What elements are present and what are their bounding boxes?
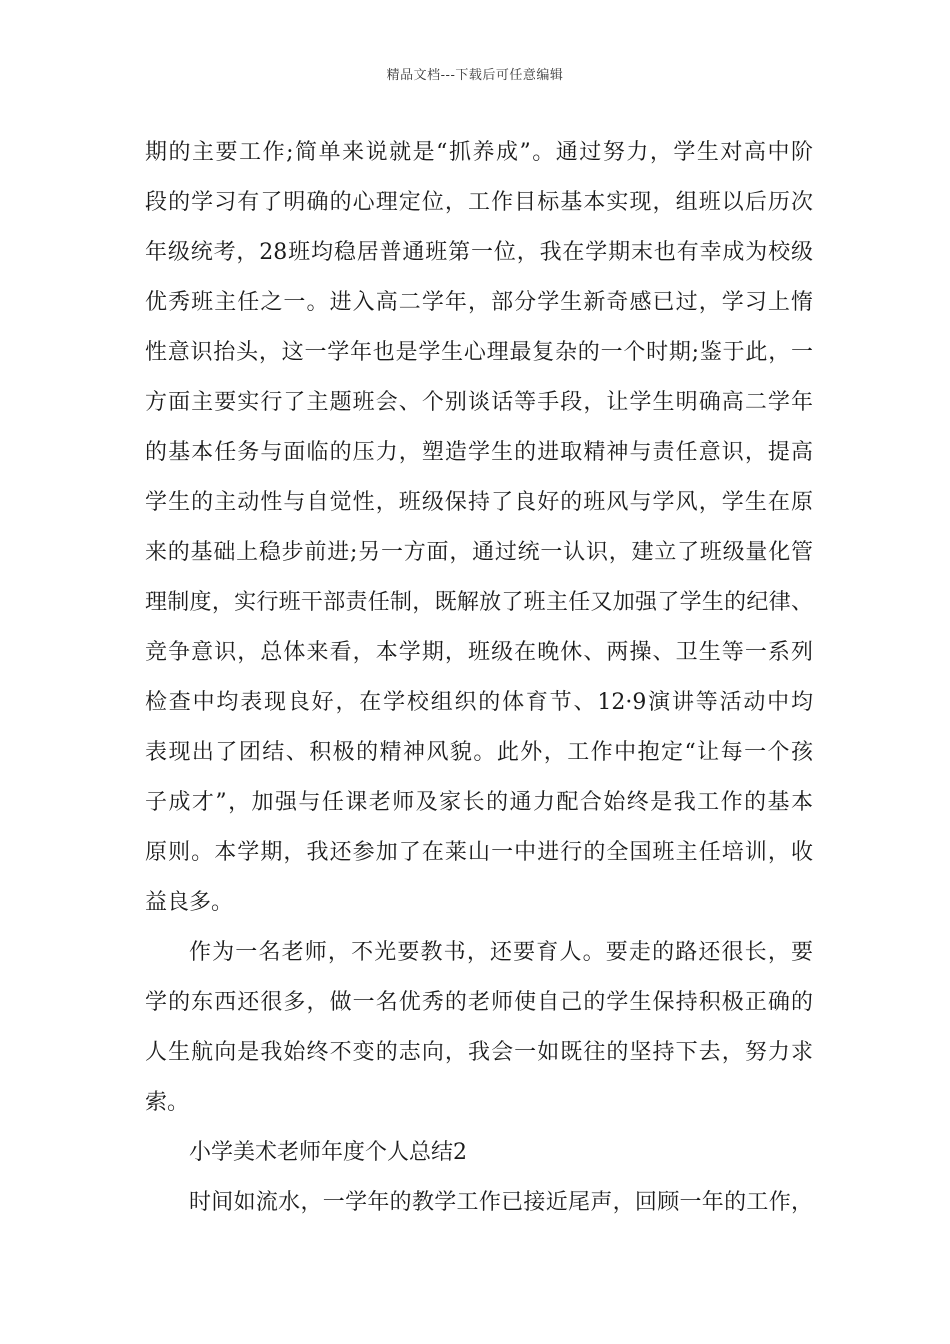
- text-line: 年级统考，28班均稳居普通班第一位，我在学期末也有幸成为校级: [145, 240, 813, 265]
- paragraph-3: [145, 1178, 813, 1228]
- document-body: [145, 128, 813, 1228]
- text-line: 性意识抬头，这一学年也是学生心理最复杂的一个时期;鉴于此，一: [145, 340, 813, 365]
- paragraph-2: [145, 928, 813, 1128]
- text-line: 益良多。: [145, 890, 234, 915]
- text-line: 优秀班主任之一。进入高二学年，部分学生新奇感已过，学习上惰: [145, 290, 813, 315]
- text-line: 学生的主动性与自觉性，班级保持了良好的班风与学风，学生在原: [145, 490, 813, 515]
- text-line: 期的主要工作;简单来说就是“抓养成”。通过努力，学生对高中阶: [145, 140, 813, 165]
- text-line: 竞争意识，总体来看，本学期，班级在晚休、两操、卫生等一系列: [145, 640, 813, 665]
- text-line: 作为一名老师，不光要教书，还要育人。要走的路还很长，要: [189, 940, 813, 965]
- text-line: 学的东西还很多，做一名优秀的老师使自己的学生保持积极正确的: [145, 990, 813, 1015]
- text-line: 子成才”，加强与任课老师及家长的通力配合始终是我工作的基本: [145, 790, 813, 815]
- text-line: 时间如流水，一学年的教学工作已接近尾声，回顾一年的工作，: [189, 1190, 813, 1215]
- text-line: 索。: [145, 1090, 190, 1115]
- text-line: 原则。本学期，我还参加了在莱山一中进行的全国班主任培训，收: [145, 840, 813, 865]
- text-line: 段的学习有了明确的心理定位，工作目标基本实现，组班以后历次: [145, 190, 813, 215]
- text-line: 方面主要实行了主题班会、个别谈话等手段，让学生明确高二学年: [145, 390, 813, 415]
- page-header: 精品文档---下载后可任意编辑: [386, 68, 564, 83]
- text-line: 理制度，实行班干部责任制，既解放了班主任又加强了学生的纪律、: [145, 590, 813, 615]
- text-line: 表现出了团结、积极的精神风貌。此外，工作中抱定“让每一个孩: [145, 740, 813, 765]
- text-line: 检查中均表现良好，在学校组织的体育节、12·9演讲等活动中均: [145, 690, 813, 715]
- paragraph-1: [145, 128, 813, 928]
- section-title: 小学美术老师年度个人总结2: [189, 1140, 467, 1165]
- text-line: 人生航向是我始终不变的志向，我会一如既往的坚持下去，努力求: [145, 1040, 813, 1065]
- text-line: 来的基础上稳步前进;另一方面，通过统一认识，建立了班级量化管: [145, 540, 813, 565]
- text-line: 的基本任务与面临的压力，塑造学生的进取精神与责任意识，提高: [145, 440, 813, 465]
